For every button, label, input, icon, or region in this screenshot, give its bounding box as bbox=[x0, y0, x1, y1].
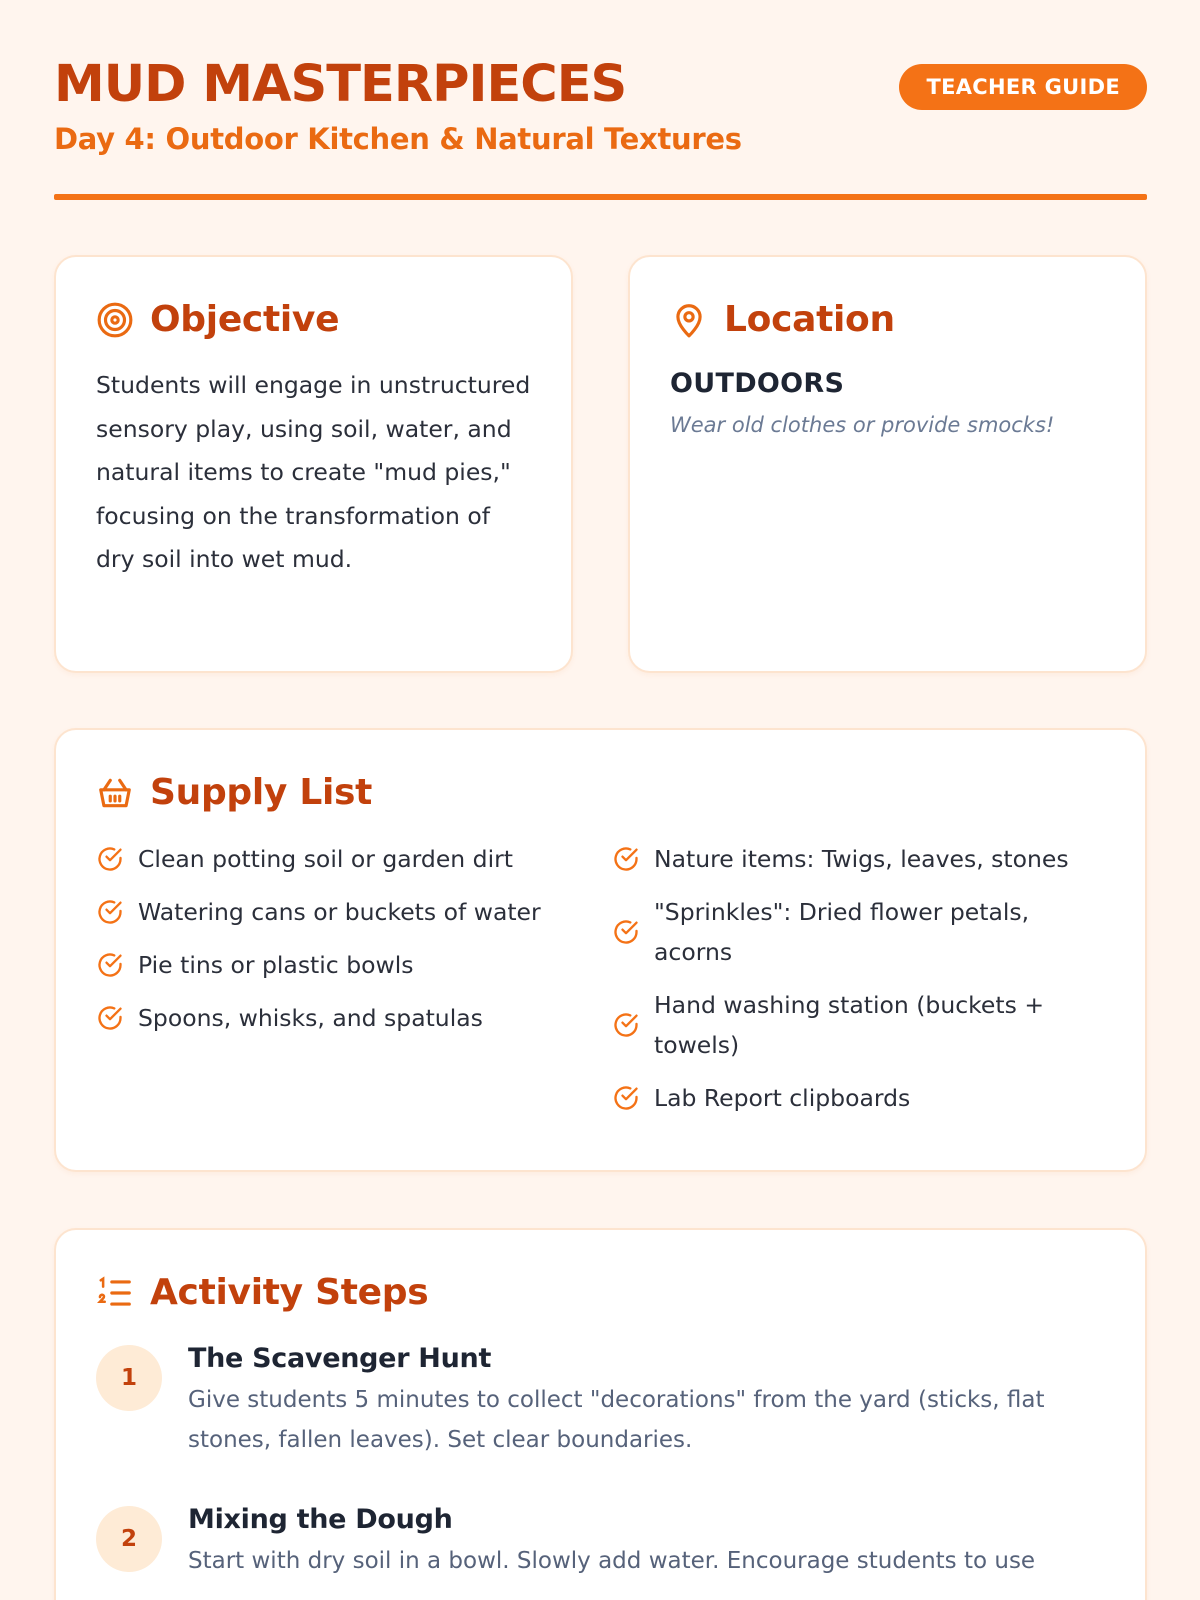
check-circle-icon bbox=[612, 1011, 640, 1039]
target-icon bbox=[96, 301, 134, 339]
supply-item-label: Watering cans or buckets of water bbox=[138, 898, 541, 926]
check-circle-icon bbox=[96, 1004, 124, 1032]
steps-title: Activity Steps bbox=[150, 1272, 429, 1313]
location-title: Location bbox=[724, 299, 895, 340]
page-subtitle: Day 4: Outdoor Kitchen & Natural Textures bbox=[54, 122, 742, 156]
activity-steps-card bbox=[54, 1228, 1147, 1600]
activity-step bbox=[96, 1504, 1105, 1581]
page-title: MUD MASTERPIECES bbox=[54, 55, 627, 114]
check-circle-icon bbox=[612, 918, 640, 946]
step-title: The Scavenger Hunt bbox=[188, 1343, 492, 1374]
check-circle-icon bbox=[96, 845, 124, 873]
check-circle-icon bbox=[612, 845, 640, 873]
supply-column-right bbox=[612, 839, 1082, 1131]
objective-card bbox=[54, 255, 573, 673]
supply-item-label: Spoons, whisks, and spatulas bbox=[138, 1004, 483, 1032]
supply-item-label: Clean potting soil or garden dirt bbox=[138, 845, 513, 873]
supply-item-label: Pie tins or plastic bowls bbox=[138, 951, 414, 979]
supply-title: Supply List bbox=[150, 772, 373, 813]
activity-step bbox=[96, 1343, 1105, 1460]
objective-title: Objective bbox=[150, 299, 340, 340]
step-body bbox=[188, 1343, 1105, 1460]
supply-list-card bbox=[54, 728, 1147, 1172]
page-header bbox=[54, 50, 1147, 156]
supply-item bbox=[96, 945, 612, 985]
supply-item bbox=[96, 892, 612, 932]
location-note: Wear old clothes or provide smocks! bbox=[670, 413, 1055, 437]
supply-item bbox=[612, 985, 1082, 1065]
map-pin-icon bbox=[670, 301, 708, 339]
supply-item-label: Hand washing station (buckets + towels) bbox=[654, 991, 1045, 1059]
step-number: 1 bbox=[96, 1345, 162, 1411]
check-circle-icon bbox=[96, 898, 124, 926]
step-title: Mixing the Dough bbox=[188, 1504, 453, 1535]
step-text: Start with dry soil in a bowl. Slowly add water. Encourage students to use bbox=[188, 1548, 1036, 1574]
supply-column-left bbox=[96, 839, 612, 1131]
location-heading bbox=[670, 299, 1105, 340]
supply-item bbox=[612, 892, 1082, 972]
supply-item bbox=[612, 1078, 1082, 1118]
supply-item-label: Lab Report clipboards bbox=[654, 1084, 911, 1112]
teacher-guide-badge: TEACHER GUIDE bbox=[899, 64, 1147, 110]
basket-icon bbox=[96, 774, 134, 812]
location-card bbox=[628, 255, 1147, 673]
supply-item-label: "Sprinkles": Dried flower petals, acorns bbox=[654, 898, 1030, 966]
supply-item bbox=[96, 839, 612, 879]
header-divider bbox=[54, 194, 1147, 200]
step-body bbox=[188, 1504, 1035, 1581]
supply-heading bbox=[96, 772, 1105, 813]
objective-text: Students will engage in unstructured sensory play, using soil, water, and natural items to create "mud pies," focusing on the transformation of dry soil into wet mud. bbox=[96, 371, 531, 573]
objective-heading bbox=[96, 299, 531, 340]
step-text: Give students 5 minutes to collect "decorations" from the yard (sticks, flat stones, fallen leaves). Set clear boundaries. bbox=[188, 1387, 1045, 1453]
numbered-list-icon bbox=[96, 1274, 134, 1312]
supply-item-label: Nature items: Twigs, leaves, stones bbox=[654, 845, 1069, 873]
supply-item bbox=[96, 998, 612, 1038]
step-number: 2 bbox=[96, 1506, 162, 1572]
supply-columns bbox=[96, 839, 1105, 1131]
location-place: OUTDOORS bbox=[670, 368, 845, 399]
check-circle-icon bbox=[96, 951, 124, 979]
supply-item bbox=[612, 839, 1082, 879]
check-circle-icon bbox=[612, 1084, 640, 1112]
steps-heading bbox=[96, 1272, 1105, 1313]
